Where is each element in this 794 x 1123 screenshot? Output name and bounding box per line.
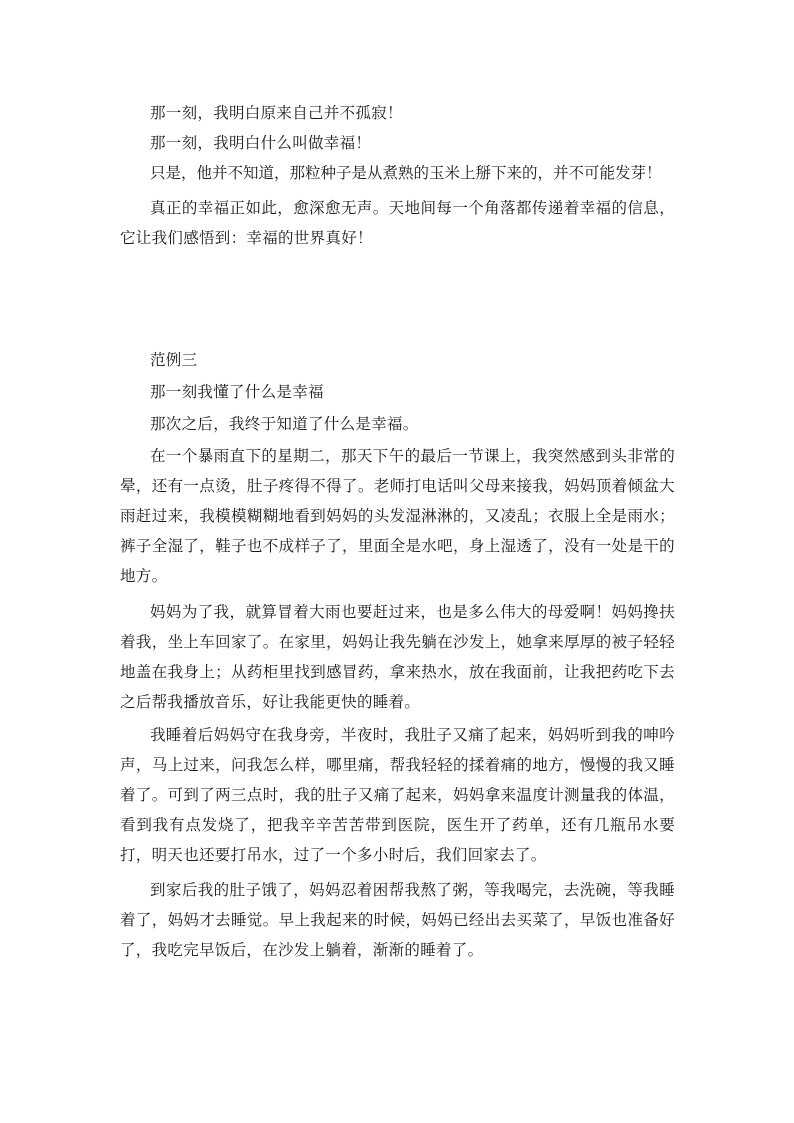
paragraph: 那次之后，我终于知道了什么是幸福。 bbox=[150, 415, 419, 433]
paragraph: 我睡着后妈妈守在我身旁，半夜时，我肚子又痛了起来，妈妈听到我的呻吟声，马上过来，问我怎么样，哪里痛，帮我轻轻的揉着痛的地方，慢慢的我又睡着了。可到了两三点时，我的肚子又痛了起来，妈妈拿来温度计测量我的体温，看到我有点发烧了，把我辛辛苦苦带到医院，医生开了药单，还有几瓶吊水要打，明天也还要打吊水，过了一个多小时后，我们回家去了。 bbox=[120, 726, 675, 864]
paragraph: 真正的幸福正如此，愈深愈无声。天地间每一个角落都传递着幸福的信息，它让我们感悟到：幸福的世界真好！ bbox=[120, 199, 675, 247]
paragraph: 在一个暴雨直下的星期二，那天下午的最后一节课上，我突然感到头非常的晕，还有一点烫，肚子疼得不得了。老师打电话叫父母来接我，妈妈顶着倾盆大雨赶过来，我模模糊糊地看到妈妈的头发湿淋淋的，又凌乱；衣服上全是雨水；裤子全湿了，鞋子也不成样子了，里面全是水吧，身上湿透了，没有一处是干的地方。 bbox=[120, 447, 675, 585]
paragraph: 到家后我的肚子饿了，妈妈忍着困帮我熬了粥，等我喝完，去洗碗，等我睡着了，妈妈才去睡觉。早上我起来的时候，妈妈已经出去买菜了，早饭也准备好了，我吃完早饭后，在沙发上躺着，渐渐的睡着了。 bbox=[120, 881, 675, 959]
document-page bbox=[120, 0, 675, 1123]
example-label: 范例三 bbox=[150, 351, 198, 369]
paragraph: 那一刻，我明白原来自己并不孤寂！ bbox=[150, 104, 403, 122]
essay-title: 那一刻我懂了什么是幸福 bbox=[150, 383, 324, 401]
paragraph: 妈妈为了我，就算冒着大雨也要赶过来，也是多么伟大的母爱啊！妈妈搀扶着我，坐上车回家了。在家里，妈妈让我先躺在沙发上，她拿来厚厚的被子轻轻地盖在我身上；从药柜里找到感冒药，拿来热水，放在我面前，让我把药吃下去之后帮我播放音乐，好让我能更快的睡着。 bbox=[120, 603, 675, 711]
paragraph: 那一刻，我明白什么叫做幸福！ bbox=[150, 134, 372, 152]
paragraph: 只是，他并不知道，那粒种子是从煮熟的玉米上掰下来的，并不可能发芽！ bbox=[150, 164, 662, 182]
